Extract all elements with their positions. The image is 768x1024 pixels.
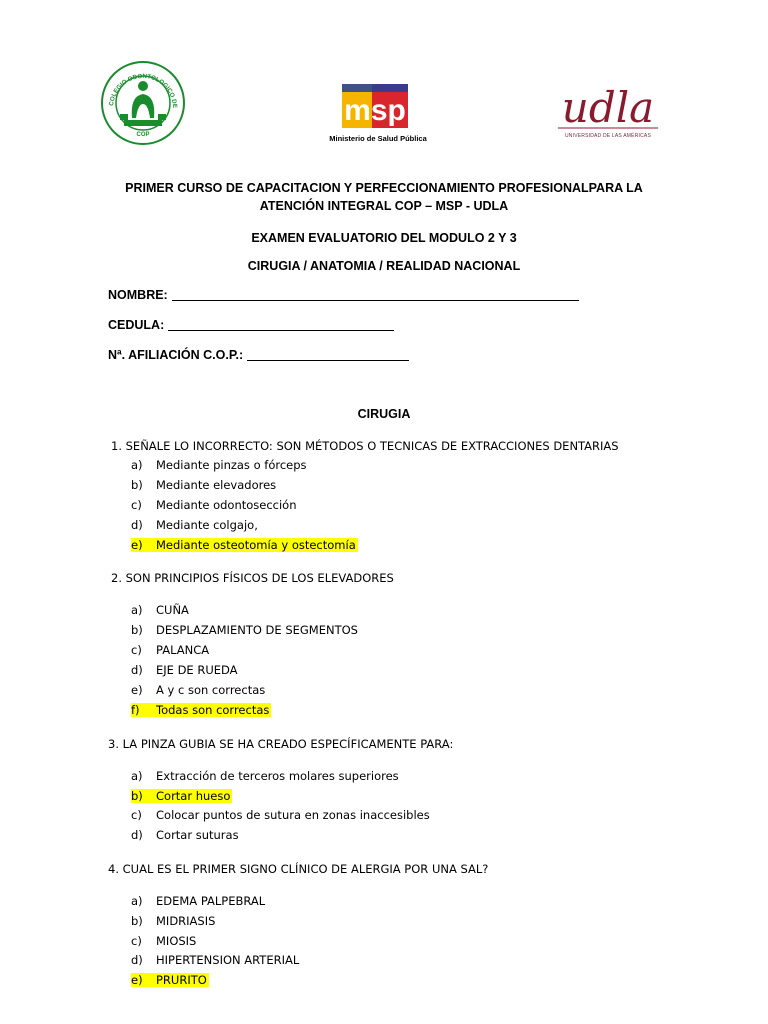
q4-option-b: b) MIDRIASIS [131,914,216,928]
cedula-blank[interactable] [168,318,394,331]
q4-option-a: a) EDEMA PALPEBRAL [131,894,266,908]
q1-option-a: a) Mediante pinzas o fórceps [131,458,307,472]
nombre-field [108,288,579,302]
msp-ministry-name: Ministerio de Salud Pública [329,134,427,143]
q4-option-e-highlighted: e) PRURITO [131,973,207,987]
q3-option-d: d) Cortar suturas [131,828,239,842]
q1-option-b: b) Mediante elevadores [131,478,277,492]
msp-logo [318,78,438,158]
udla-logo [552,78,664,158]
question-1: 1. SEÑALE LO INCORRECTO: SON MÉTODOS O TECNICAS DE EXTRACCIONES DENTARIAS [111,439,619,453]
udla-mark: udla [561,83,655,132]
q3-option-b-highlighted: b) Cortar hueso [131,789,231,803]
question-3: 3. LA PINZA GUBIA SE HA CREADO ESPECÍFICAMENTE PARA: [108,737,454,751]
q1-option-e-highlighted: e) Mediante osteotomía y ostectomía [131,538,356,552]
section-title: CIRUGIA [357,407,411,421]
nombre-label: NOMBRE: [108,288,168,302]
udla-university-name: UNIVERSIDAD DE LAS AMÉRICAS [565,133,651,139]
exam-title: EXAMEN EVALUATORIO DEL MODULO 2 Y 3 [251,231,517,245]
nombre-blank[interactable] [172,288,579,301]
q2-option-d: d) EJE DE RUEDA [131,663,238,677]
cedula-field [108,318,394,332]
cedula-label: CEDULA: [108,318,165,332]
exam-subjects: CIRUGIA / ANATOMIA / REALIDAD NACIONAL [247,259,521,273]
q2-option-f-highlighted: f) Todas son correctas [131,703,270,717]
q2-option-a: a) CUÑA [131,603,189,617]
afiliacion-field [108,348,409,362]
question-2: 2. SON PRINCIPIOS FÍSICOS DE LOS ELEVADORES [111,571,394,585]
msp-mark: msp [344,94,406,127]
afiliacion-blank[interactable] [247,348,409,361]
q3-option-c: c) Colocar puntos de sutura en zonas inaccesibles [131,808,430,822]
cop-logo [100,60,186,146]
q4-option-d: d) HIPERTENSION ARTERIAL [131,953,300,967]
q3-option-a: a) Extracción de terceros molares superiores [131,769,399,783]
q2-option-b: b) DESPLAZAMIENTO DE SEGMENTOS [131,623,358,637]
course-title-line-2: ATENCIÓN INTEGRAL COP – MSP - UDLA [259,199,509,213]
question-4: 4. CUAL ES EL PRIMER SIGNO CLÍNICO DE ALERGIA POR UNA SAL? [108,862,489,876]
q1-option-c: c) Mediante odontosección [131,498,297,512]
logo-bar [0,50,768,160]
cop-ring-text: COLEGIO ODONTOLOGICO DE [108,72,179,109]
q4-option-c: c) MIOSIS [131,934,197,948]
afiliacion-label: Nª. AFILIACIÓN C.O.P.: [108,348,244,362]
q2-option-e: e) A y c son correctas [131,683,266,697]
cop-label: COP [136,132,150,138]
course-title-line-1: PRIMER CURSO DE CAPACITACION Y PERFECCIONAMIENTO PROFESIONALPARA LA [125,181,643,195]
q2-option-c: c) PALANCA [131,643,210,657]
q1-option-d: d) Mediante colgajo, [131,518,258,532]
